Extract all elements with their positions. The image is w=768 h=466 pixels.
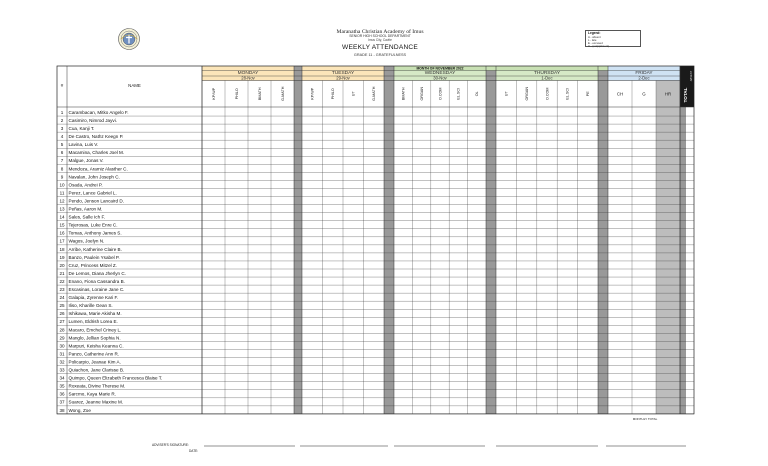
row-number: 32 bbox=[59, 359, 65, 365]
row-number: 29 bbox=[59, 335, 65, 341]
student-name: Perez, Lance Gabriel L. bbox=[68, 190, 117, 196]
subject-label: UT bbox=[504, 91, 509, 97]
hr-shaded-column bbox=[656, 81, 680, 414]
student-name: De Castro, Nathz Keegn P. bbox=[68, 134, 124, 140]
row-number: 24 bbox=[59, 295, 65, 301]
legend-item: A - absent bbox=[588, 34, 601, 39]
day-name: FRIDAY bbox=[635, 71, 653, 77]
row-number: 34 bbox=[59, 375, 65, 381]
subject-label: CH bbox=[616, 91, 624, 97]
legend-item: E - excused bbox=[588, 41, 603, 46]
student-name: Casimiro, Nimrod Jayvi. bbox=[68, 117, 117, 123]
subject-label: G-MATH bbox=[280, 86, 285, 101]
day-name: THURSDAY bbox=[533, 71, 561, 77]
subject-label: UT bbox=[351, 91, 356, 97]
student-name: Lumen, Eldrish Lorea E. bbox=[68, 319, 118, 325]
student-name: Macaro, Emchel Criney L. bbox=[68, 327, 122, 333]
number-header: # bbox=[60, 83, 64, 88]
student-name: Lavina, Luis V. bbox=[68, 142, 99, 148]
student-name: Malgue, Jonas V. bbox=[68, 158, 104, 164]
day-name: MONDAY bbox=[237, 71, 259, 77]
subject-label: KP/WP bbox=[310, 87, 315, 100]
student-name: Iliso, Kharille Gean S. bbox=[68, 303, 113, 309]
legend-item: X - (not)/(absent) bbox=[588, 44, 610, 49]
row-number: 3 bbox=[60, 126, 64, 131]
student-name: Galapia, Zyrenne Kari F. bbox=[68, 295, 119, 301]
row-number: 19 bbox=[59, 254, 65, 260]
name-header: NAME bbox=[128, 83, 141, 88]
day-separator-column bbox=[598, 66, 608, 414]
subject-label: BMATH bbox=[257, 87, 262, 101]
row-number: 8 bbox=[60, 166, 64, 172]
student-name: Sales, Salle Ich F. bbox=[68, 214, 106, 220]
student-name: Marpuri, Keisha Keanna C. bbox=[68, 343, 124, 349]
subject-label: PHILO bbox=[331, 88, 336, 100]
day-separator-column bbox=[680, 66, 686, 414]
subject-label: G bbox=[642, 91, 646, 97]
row-number: 13 bbox=[59, 206, 65, 212]
city: Imus City, Cavite bbox=[368, 38, 392, 43]
row-number: 33 bbox=[59, 367, 65, 373]
legend-item: L - late bbox=[588, 37, 597, 42]
student-name: Cua, Kanji T. bbox=[68, 126, 95, 131]
subject-label: O.COM bbox=[545, 87, 550, 100]
day-date: 2-Dec bbox=[638, 75, 650, 81]
row-number: 12 bbox=[59, 198, 65, 204]
row-number: 27 bbox=[59, 319, 65, 325]
day-separator-column bbox=[384, 66, 394, 414]
subject-label: EL.SCI bbox=[565, 87, 570, 100]
row-number: 9 bbox=[60, 174, 64, 180]
school-name: Maranatha Christian Academy of Imus bbox=[336, 29, 424, 35]
row-number: 22 bbox=[59, 278, 65, 284]
subject-label: HR bbox=[664, 91, 672, 97]
day-date: 30-Nov bbox=[433, 75, 447, 81]
student-name: Pendo, Jenson Lancaird D. bbox=[68, 198, 124, 204]
student-name: Manglo, Jellian Sophia N. bbox=[68, 335, 121, 341]
student-name: Macamina, Charles Joel M. bbox=[68, 150, 125, 156]
row-number: 6 bbox=[60, 150, 64, 156]
row-number: 36 bbox=[59, 391, 65, 397]
subject-label: KP/WP bbox=[211, 87, 216, 100]
student-name: Suarez, Jeanne Maxine M. bbox=[68, 399, 124, 405]
row-number: 2 bbox=[60, 117, 64, 123]
row-number: 20 bbox=[59, 262, 65, 268]
row-number: 14 bbox=[59, 214, 65, 220]
student-name: De Lemos, Diana Jherlyn C. bbox=[68, 270, 126, 276]
doc-title: WEEKLY ATTENDANCE bbox=[342, 44, 418, 51]
row-number: 31 bbox=[59, 351, 65, 357]
subject-label: G-MATH bbox=[372, 86, 377, 101]
subject-label: EL.SCI bbox=[456, 87, 461, 100]
student-name: Cruz, Princess Mitzel Z. bbox=[68, 262, 117, 268]
adviser-signature-label: ADVISER'S SIGNATURE: bbox=[152, 443, 189, 447]
row-number: 4 bbox=[60, 134, 64, 140]
row-number: 21 bbox=[59, 270, 65, 276]
day-date: 1-Dec bbox=[541, 75, 553, 81]
student-name: Roxeata, Divine Therese M. bbox=[68, 383, 126, 389]
student-name: Tomas, Anthony James S. bbox=[68, 230, 122, 236]
student-name: Wagos, Joelyn N. bbox=[68, 238, 105, 244]
row-number: 10 bbox=[59, 182, 65, 188]
row-number: 1 bbox=[60, 109, 64, 115]
subject-label: ORGAN bbox=[524, 86, 529, 101]
subject-label: PE bbox=[586, 91, 591, 97]
row-number: 35 bbox=[59, 383, 65, 389]
row-number: 11 bbox=[59, 190, 65, 196]
department: SENIOR HIGH SCHOOL DEPARTMENT bbox=[349, 34, 411, 39]
day-name: TUESDAY bbox=[331, 71, 355, 77]
section-label: GRADE 11 - GRATEFULNESS bbox=[353, 52, 407, 57]
monthly-total-label: MONTHLY TOTAL bbox=[632, 416, 658, 421]
student-name: Panzo, Catherine Ann R. bbox=[68, 351, 120, 357]
row-number: 16 bbox=[59, 230, 65, 236]
date-label: DATE: bbox=[189, 449, 199, 453]
row-number: 18 bbox=[59, 246, 65, 252]
student-name: Policarpio, Jeanae Kim A. bbox=[68, 359, 121, 365]
row-number: 5 bbox=[60, 142, 64, 148]
row-number: 17 bbox=[59, 238, 65, 244]
row-number: 28 bbox=[59, 327, 65, 333]
row-number: 38 bbox=[59, 407, 65, 413]
student-name: Mendoza, Aramiz Alasther C. bbox=[68, 166, 128, 172]
day-date: 28-Nov bbox=[241, 75, 255, 81]
subject-label: BMATH bbox=[401, 87, 406, 101]
legend-title: Legend: bbox=[588, 31, 601, 35]
student-name: Osada, Andrei P. bbox=[68, 182, 103, 188]
student-name: Ishikawa, Marie Akisha M. bbox=[68, 311, 122, 317]
student-name: Escasinas, Loraine Jane C. bbox=[68, 287, 125, 292]
day-separator-column bbox=[294, 66, 302, 414]
day-date: 29-Nov bbox=[336, 75, 350, 81]
subject-label: PHILO bbox=[234, 88, 239, 100]
total-subheader: ABSENT bbox=[690, 70, 693, 82]
month-label: MONTH OF NOVEMBER 2022 bbox=[416, 66, 464, 71]
student-name: Navalan, John Joseph C. bbox=[68, 174, 120, 180]
student-name: Enano, Fiona Cassandra B. bbox=[68, 278, 125, 284]
student-name: Carambacan, Mitko Angelo F. bbox=[68, 109, 129, 115]
row-number: 15 bbox=[59, 222, 65, 228]
row-number: 26 bbox=[59, 311, 65, 317]
row-number: 30 bbox=[59, 343, 65, 349]
student-name: Quimpo, Queen Elizabeth Francesca Blaise T. bbox=[68, 375, 163, 381]
subject-label: O.COM bbox=[438, 87, 443, 100]
student-name: Banzo, Paulein Ysabel P. bbox=[68, 254, 120, 260]
student-name: Arribe, Katherine Claire B. bbox=[68, 246, 122, 252]
subject-label: ORGAN bbox=[419, 86, 424, 101]
subject-label: OL bbox=[475, 91, 480, 97]
total-header: TOTAL bbox=[683, 87, 688, 103]
row-number: 7 bbox=[60, 158, 64, 164]
row-number: 25 bbox=[59, 303, 65, 309]
student-name: Tejerosas, Luke Enre C. bbox=[68, 222, 118, 228]
row-number: 23 bbox=[59, 287, 65, 292]
student-name: Sarcmo, Kaya Marie R. bbox=[68, 391, 116, 397]
day-name: WEDNESDAY bbox=[424, 71, 456, 77]
student-name: Peñas, Aaron M. bbox=[68, 206, 103, 212]
student-name: Wong, Zoe bbox=[68, 407, 91, 413]
student-name: Quiachon, Jane Clarisse B. bbox=[68, 367, 125, 373]
day-separator-column bbox=[486, 66, 496, 414]
row-number: 37 bbox=[59, 399, 65, 405]
